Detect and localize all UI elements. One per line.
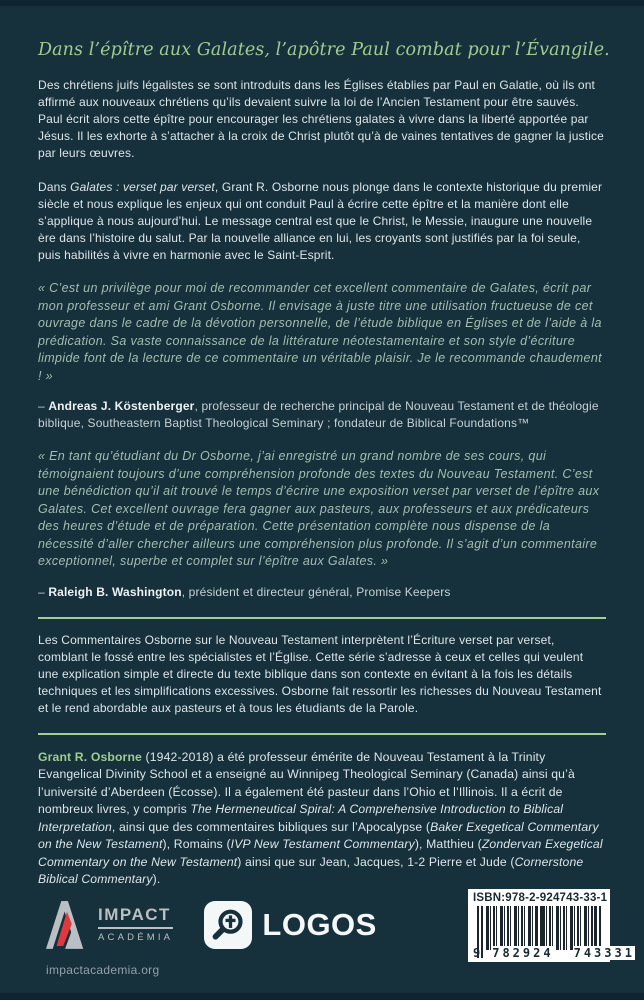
endorsement-quote-1: « C’est un privilège pour moi de recommander cet excellent commentaire de Galates, écrit par mon professeur et ami Grant Osborne. Il envisage à juste titre une utilisation fructueuse de cet ouvrage dans le cadre de la dévotion personnelle, de l’étude biblique en Églises et de l’aide à la prédication. Sa vaste connaissance de la littérature néotestamentaire et son style d’écriture limpide font de la lecture de ce commentaire un véritable plaisir. Je le recommande chaudement ! » (38, 281, 602, 383)
logos-logo (204, 889, 376, 949)
intro-paragraph: Des chrétiens juifs légalistes se sont introduits dans les Églises établies par Paul en Galatie, où ils ont affirmé aux nouveaux chrétiens qu’ils devaient suivre la loi de l’Ancien Testament pour être sauvés. Paul écrit alors cette épître pour encourager les chrétiens galates à vivre dans la liberté apportée par Jésus. Il les exhorte à s’attacher à la croix de Christ plutôt qu’à de vaines tentatives de gagner la justice par leurs œuvres. (38, 78, 604, 160)
barcode-digits (473, 945, 635, 960)
logos-magnifier-cross-icon (204, 901, 252, 949)
academia-wordmark: ACADÉMIA (98, 931, 174, 943)
impact-academia-logo (46, 889, 173, 977)
logos-wordmark: LOGOS (262, 906, 377, 942)
context-paragraph: Dans Galates : verset par verset, Grant R. Osborne nous plonge dans le contexte historique du premier siècle et nous explique les enjeux qui ont conduit Paul à écrire cette épître et la manière dont elle s’applique à nous aujourd’hui. Le message central est que le Christ, le Messie, inaugure une nouvelle ère dans l’histoire du salut. Par la nouvelle alliance en lui, les croyants sont justifiés par la foi seule, puis habilités à vivre en harmonie avec le Saint-Esprit. (38, 180, 603, 262)
divider-bottom (38, 733, 606, 735)
bottom-edge-shadow (0, 993, 644, 1000)
impact-mountain-icon (46, 899, 88, 949)
barcode-digit-group-2: 743331 (573, 945, 635, 960)
endorsement-attribution-2: – Raleigh B. Washington, président et directeur général, Promise Keepers (38, 584, 451, 599)
endorsement-attribution-1: – Andreas J. Köstenberger, professeur de recherche principal de Nouveau Testament et de théologie biblique, Southeastern Baptist Theological Seminary ; fondateur de Biblical Foundations™ (38, 399, 599, 430)
barcode-digit-lead: 9 (473, 945, 481, 960)
headline: Dans l’épître aux Galates, l’apôtre Paul combat pour l’Évangile. (38, 40, 610, 60)
footer (0, 889, 644, 977)
top-edge-shadow (0, 0, 644, 6)
series-description: Les Commentaires Osborne sur le Nouveau Testament interprètent l’Écriture verset par verset, comblant le fossé entre les spécialistes et l’Église. Cette série s’adresse à ceux et celles qui veulent une explication simple et directe du texte biblique dans son contexte en évitant à la fois les détails techniques et les simplifications excessives. Osborne fait ressortir les richesses du Nouveau Testament et le rend abordable aux pasteurs et à tous les étudiants de la Parole. (38, 632, 602, 715)
isbn-label: ISBN:978-2-924743-33-1 (473, 891, 608, 904)
barcode-digit-group-1: 782924 (492, 945, 554, 960)
divider-top (38, 617, 606, 619)
barcode-bars (473, 906, 635, 960)
impact-wordmark: IMPACT (98, 904, 171, 924)
barcode (468, 889, 635, 962)
endorsement-quote-2: « En tant qu’étudiant du Dr Osborne, j’ai enregistré un grand nombre de ses cours, qui témoignaient toujours d’une compréhension profonde des textes du Nouveau Testament. C’est une bénédiction qu’il ait trouvé le temps d’écrire une exposition verset par verset de l’épître aux Galates. Cet excellent ouvrage fera gagner aux pasteurs, aux professeurs et aux prédicateurs des heures d’étude et de préparation. Cette présentation complète nous dispense de la nécessité d’aller chercher ailleurs une compréhension plus profonde. Il s’agit d’un commentaire exceptionnel, superbe et complet sur l’épître aux Galates. » (38, 449, 600, 568)
impact-website: impactacademia.org (46, 962, 160, 977)
author-bio: Grant R. Osborne (1942-2018) a été professeur émérite de Nouveau Testament à la Trinity Evangelical Divinity School et a enseigné au Winnipeg Theological Seminary (Canada) ainsi qu’à l’université d’Aberdeen (Écosse). Il a également été pasteur dans l’Ohio et l’Illinois. Il a écrit de nombreux livres, y compris The Hermeneutical Spiral: A Comprehensive Introduction to Biblical Interpretation, ainsi que des commentaires bibliques sur l’Apocalypse (Baker Exegetical Commentary on the New Testament), Romains (IVP New Testament Commentary), Matthieu (Zondervan Exegetical Commentary on the New Testament) ainsi que sur Jean, Jacques, 1-2 Pierre et Jude (Cornerstone Biblical Commentary). (38, 749, 603, 886)
impact-rule (98, 927, 173, 929)
